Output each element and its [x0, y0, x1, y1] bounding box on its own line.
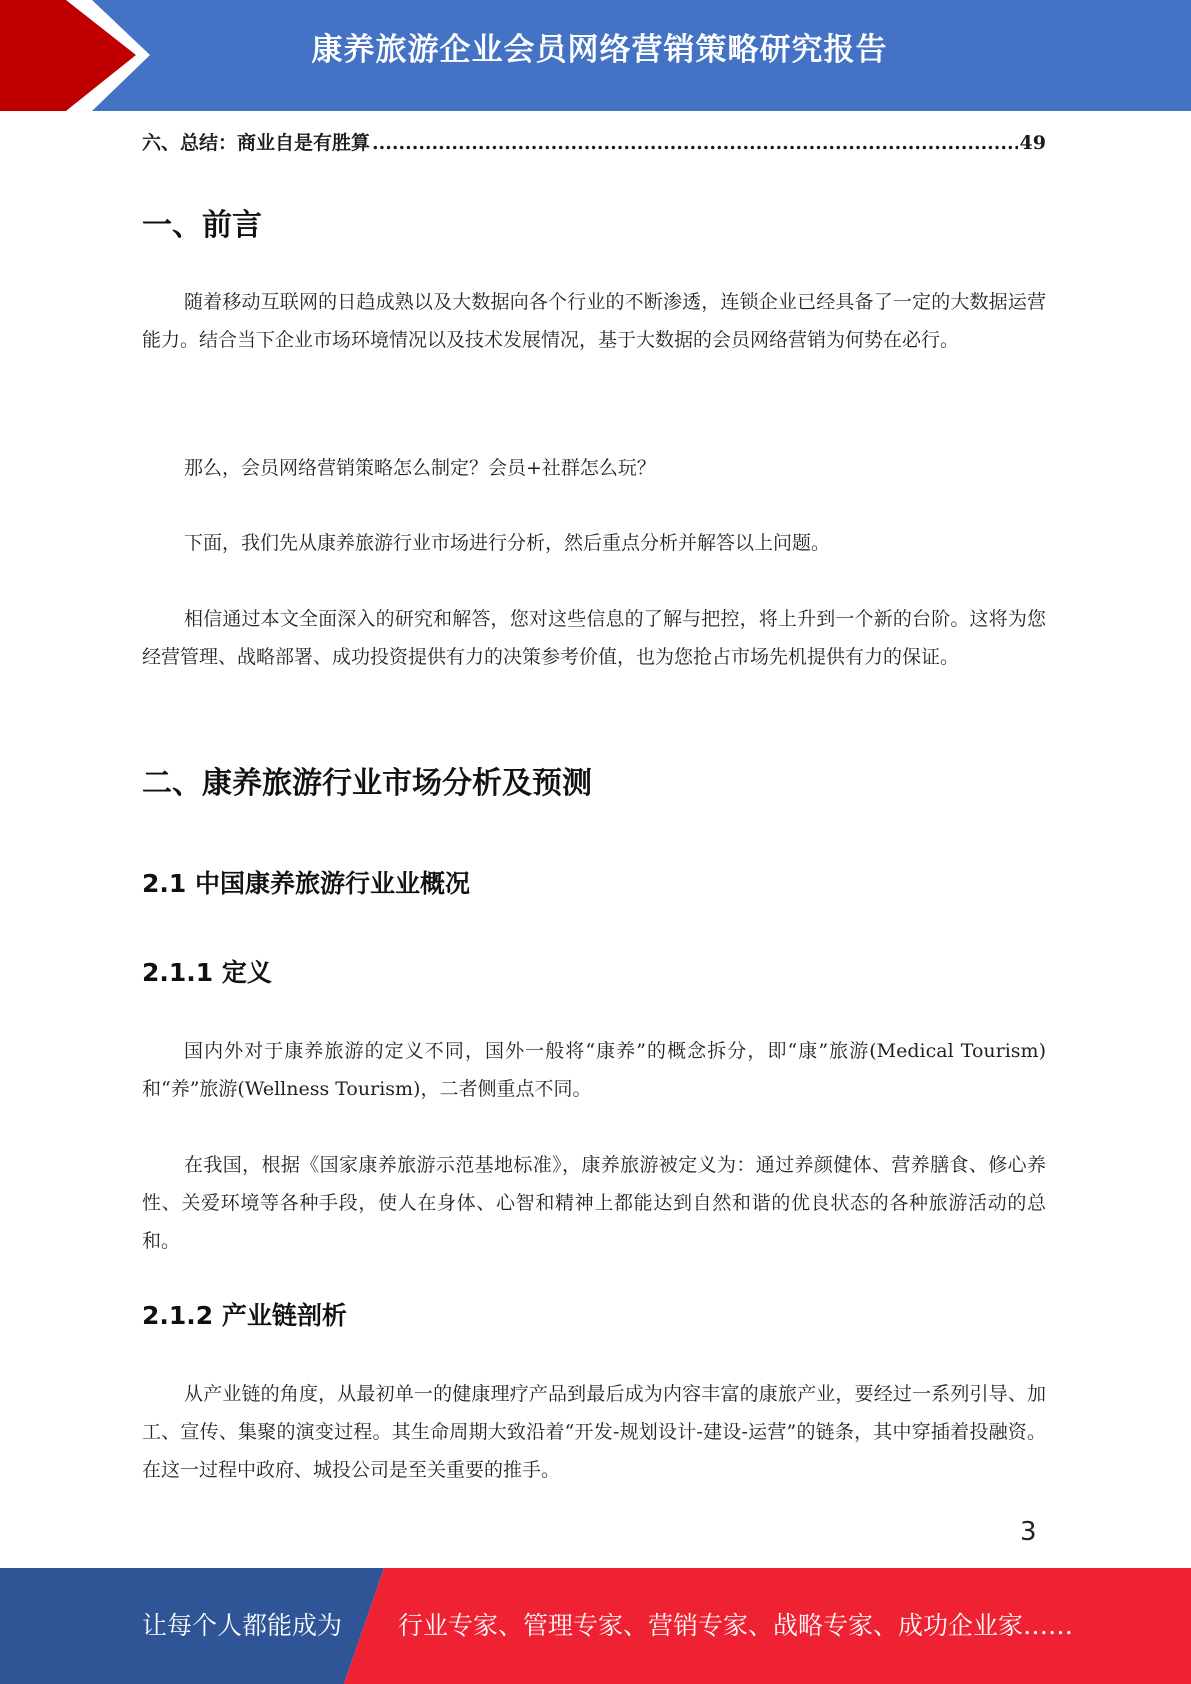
page-footer: [0, 1568, 1191, 1684]
subsection-heading-definition: 2.1.1 定义: [142, 958, 272, 987]
toc-entry-page: 49: [1019, 132, 1046, 154]
page-number: 3: [1020, 1517, 1037, 1547]
intro-paragraph-1: 随着移动互联网的日趋成熟以及大数据向各个行业的不断渗透，连锁企业已经具备了一定的大数据运营能力。结合当下企业市场环境情况以及技术发展情况，基于大数据的会员网络营销为何势在必行。: [142, 291, 1046, 351]
footer-slogan-left: 让每个人都能成为: [142, 1611, 343, 1640]
section-heading-intro: 一、前言: [142, 208, 262, 243]
definition-paragraph-2: 在我国，根据《国家康养旅游示范基地标准》，康养旅游被定义为：通过养颜健体、营养膳食、修心养性、关爱环境等各种手段，使人在身体、心智和精神上都能达到自然和谐的优良状态的各种旅游活动的总和。: [142, 1154, 1046, 1252]
page-header: [0, 0, 1191, 111]
intro-paragraph-3: 下面，我们先从康养旅游行业市场进行分析，然后重点分析并解答以上问题。: [184, 532, 831, 554]
report-title: 康养旅游企业会员网络营销策略研究报告: [311, 32, 888, 68]
intro-paragraph-2: 那么，会员网络营销策略怎么制定？会员+社群怎么玩？: [184, 457, 656, 479]
definition-paragraph-1: 国内外对于康养旅游的定义不同，国外一般将“康养”的概念拆分，即“康”旅游(Medical Tourism)和“养”旅游(Wellness Tourism)，二者侧重点不同。: [142, 1040, 1046, 1100]
toc-entry[interactable]: [142, 128, 1046, 160]
footer-slogan-right: 行业专家、管理专家、营销专家、战略专家、成功企业家……: [398, 1611, 1074, 1640]
subsection-heading-overview: 2.1 中国康养旅游行业业概况: [142, 869, 470, 898]
intro-paragraph-4: 相信通过本文全面深入的研究和解答，您对这些信息的了解与把控，将上升到一个新的台阶。这将为您经营管理、战略部署、成功投资提供有力的决策参考价值，也为您抢占市场先机提供有力的保证。: [142, 608, 1046, 668]
toc-entry-label: 六、总结：商业自是有胜算: [142, 132, 371, 154]
section-heading-market: 二、康养旅游行业市场分析及预测: [142, 766, 592, 801]
subsection-heading-chain: 2.1.2 产业链剖析: [142, 1301, 347, 1330]
chain-paragraph-1: 从产业链的角度，从最初单一的健康理疗产品到最后成为内容丰富的康旅产业，要经过一系列引导、加工、宣传、集聚的演变过程。其生命周期大致沿着“开发-规划设计-建设-运营”的链条，其中穿插着投融资。在这一过程中政府、城投公司是至关重要的推手。: [142, 1383, 1046, 1481]
toc-leader-dots: [372, 132, 1018, 154]
